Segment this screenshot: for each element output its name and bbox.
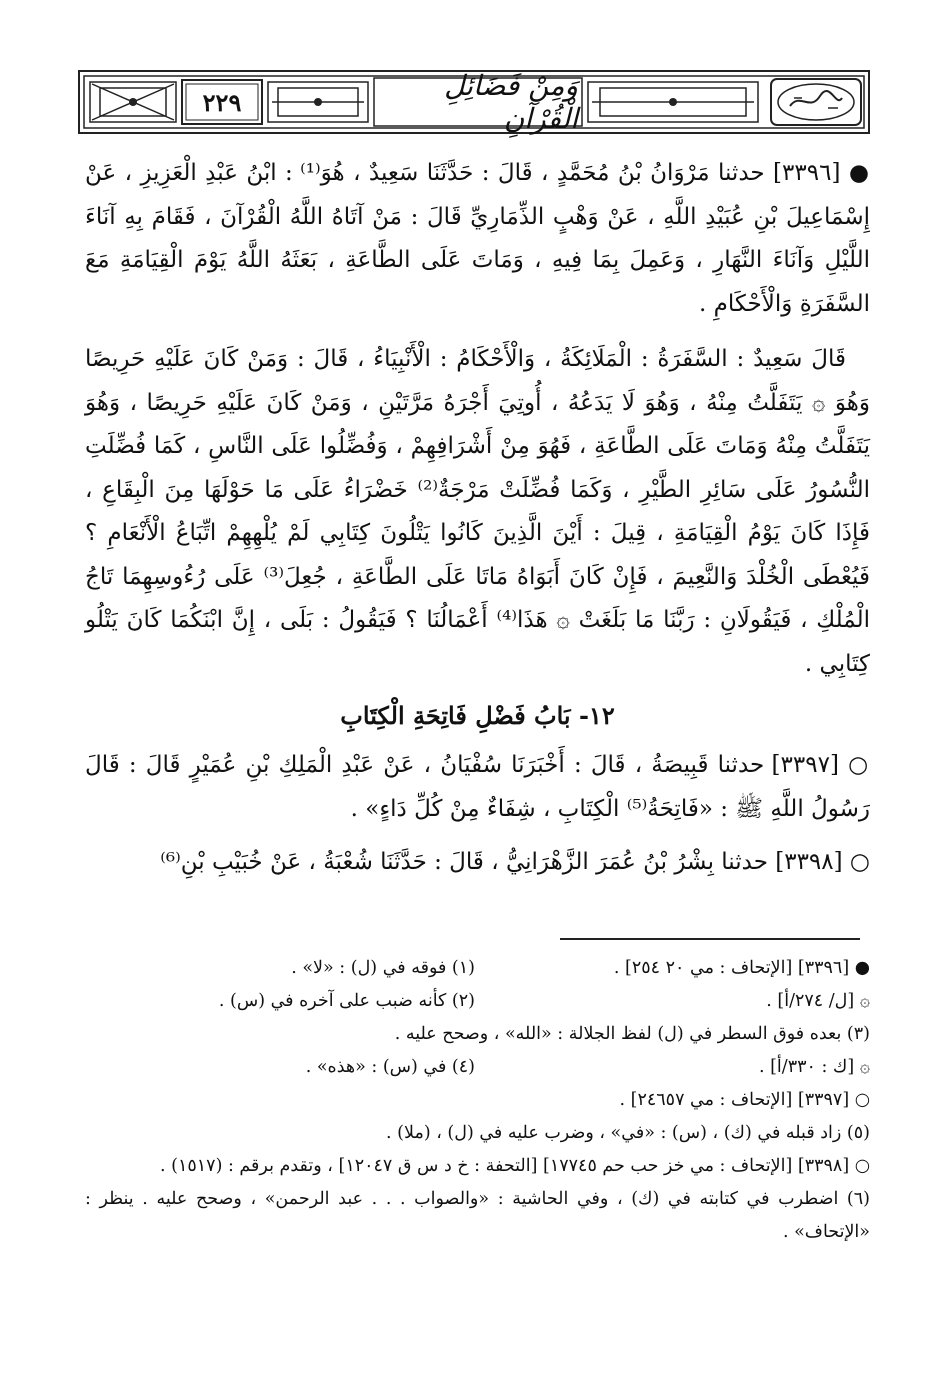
hadith-3396: ● [٣٣٩٦] حدثنا مَرْوَانُ بْنُ مُحَمَّدٍ ، قَالَ : حَدَّثَنَا سَعِيدٌ ، هُوَ⁽¹⁾ : ابْنُ عَبْدِ الْعَزِيزِ ، عَنْ إِسْمَاعِيلَ بْنِ عُبَيْدِ اللَّهِ ، عَنْ وَهْبٍ الذِّمَارِيِّ قَالَ : مَنْ آتَاهُ اللَّهُ الْقُرْآنَ ، فَقَامَ بِهِ آنَاءَ اللَّيْلِ وَآنَاءَ النَّهَارِ ، وَعَمِلَ بِمَا فِيهِ ، وَمَاتَ عَلَى الطَّاعَةِ ، بَعَثَهُ اللَّهُ يَوْمَ الْقِيَامَةِ مَعَ السَّفَرَةِ وَالْأَحْكَامِ . [85, 160, 870, 317]
footnote-ref-k330: ۞ [ك : ٣٣٠/أ] . [758, 1057, 870, 1077]
footnote-ref-3398: ○ [٣٣٩٨] [الإتحاف : مي خز حب حم ١٧٧٤٥] [التحفة : خ د س ق ١٢٠٤٧] ، وتقدم برقم : (١٥١٧) . [160, 1156, 870, 1176]
footnotes [85, 952, 870, 1249]
footnote-ref-l274: ۞ [ل/ ٢٧٤/أ] . [766, 991, 870, 1011]
footnote-1: (١) فوقه في (ل) : «لا» . [291, 958, 475, 978]
footnote-row [85, 1051, 870, 1084]
footnote-ref-3396: ● [٣٣٩٦] [الإتحاف : مي ٢٠ ٢٥٤] . [613, 958, 870, 978]
footnote-5: (٥) زاد قبله في (ك) ، (س) : «في» ، وضرب عليه في (ل) ، (ملا) . [386, 1123, 870, 1143]
footnote-row [85, 952, 870, 985]
running-title: وَمِنْ فَضَائِلِ الْقُرْآنِ [444, 69, 578, 135]
footnote-6: (٦) اضطرب في كتابته في (ك) ، وفي الحاشية : «والصواب . . . عبد الرحمن» ، وصحح عليه . ينظر : «الإتحاف» . [85, 1189, 870, 1242]
main-text [85, 152, 870, 885]
page-number: ٢٢٩ [202, 87, 242, 117]
chapter-heading: ١٢- بَابُ فَضْلِ فَاتِحَةِ الْكِتَابِ [340, 701, 615, 730]
footnote-3: (٣) بعده فوق السطر في (ل) لفظ الجلالة : «الله» ، وصحح عليه . [394, 1024, 870, 1044]
footnote-row [85, 985, 870, 1018]
page-header [78, 70, 870, 134]
footnote-4: (٤) في (س) : «هذه» . [305, 1057, 475, 1077]
footnote-ref-3397: ○ [٣٣٩٧] [الإتحاف : مي ٢٤٦٥٧] . [619, 1090, 870, 1110]
hadith-3397: ○ [٣٣٩٧] حدثنا قَبِيصَةُ ، قَالَ : أَخْبَرَنَا سُفْيَانُ ، عَنْ عَبْدِ الْمَلِكِ بْنِ عُمَيْرٍ قَالَ : قَالَ رَسُولُ اللَّهِ ﷺ : «فَاتِحَةُ⁽⁵⁾ الْكِتَابِ ، شِفَاءٌ مِنْ كُلِّ دَاءٍ» . [85, 752, 870, 822]
footnote-2: (٢) كأنه ضبب على آخره في (س) . [218, 991, 475, 1011]
footnote-divider [560, 938, 860, 940]
hadith-3398: ○ [٣٣٩٨] حدثنا بِشْرُ بْنُ عُمَرَ الزَّهْرَانِيُّ ، قَالَ : حَدَّثَنَا شُعْبَةُ ، عَنْ خُبَيْبِ بْنِ⁽⁶⁾ [160, 849, 870, 875]
said-commentary: قَالَ سَعِيدٌ : السَّفَرَةُ : الْمَلَائِكَةُ ، وَالْأَحْكَامُ : الْأَنْبِيَاءُ ، قَالَ : وَمَنْ كَانَ عَلَيْهِ حَرِيصًا وَهُوَ ۞ يَتَفَلَّتُ مِنْهُ ، وَهُوَ لَا يَدَعُهُ ، أُوتِيَ أَجْرَهُ مَرَّتَيْنِ ، وَمَنْ كَانَ عَلَيْهِ حَرِيصًا ، وَهُوَ يَتَفَلَّتُ مِنْهُ وَمَاتَ عَلَى الطَّاعَةِ ، فَهُوَ مِنْ أَشْرَافِهِمْ ، وَفُضِّلُوا عَلَى النَّاسِ ، كَمَا فُضِّلَتِ النُّسُورُ عَلَى سَائِرِ الطَّيْرِ ، وَكَمَا فُضِّلَتْ مَرْجَةٌ⁽²⁾ خَضْرَاءُ عَلَى مَا حَوْلَهَا مِنَ الْبِقَاعِ ، فَإِذَا كَانَ يَوْمُ الْقِيَامَةِ ، قِيلَ : أَيْنَ الَّذِينَ كَانُوا يَتْلُونَ كِتَابِي لَمْ يُلْهِهِمْ اتِّبَاعُ الْأَنْعَامِ ؟ فَيُعْطَى الْخُلْدَ وَالنَّعِيمَ ، فَإِنْ كَانَ أَبَوَاهُ مَاتَا عَلَى الطَّاعَةِ ، جُعِلَ⁽³⁾ عَلَى رُءُوسِهِمَا تَاجُ الْمُلْكِ ، فَيَقُولَانِ : رَبَّنَا مَا بَلَغَتْ ۞ هَذَا⁽⁴⁾ أَعْمَالُنَا ؟ فَيَقُولُ : بَلَى ، إِنَّ ابْنَكُمَا كَانَ يَتْلُو كِتَابِي . [85, 346, 870, 677]
darimi-seal-logo [770, 78, 862, 126]
